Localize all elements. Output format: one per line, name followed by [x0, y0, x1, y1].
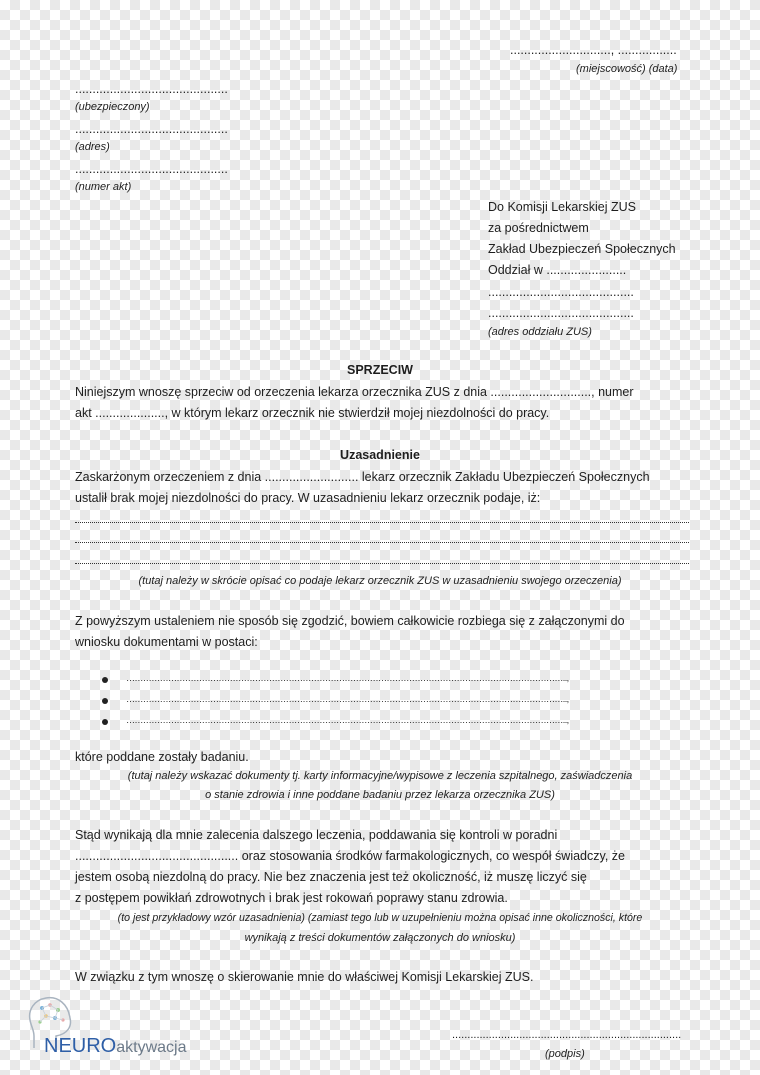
file-number-dots: ............................................	[75, 162, 228, 176]
para-3-line-3: jestem osobą niezdolną do pracy. Nie bez znaczenia jest też okoliczność, iż muszę liczyć się	[75, 870, 587, 884]
justification-title: Uzasadnienie	[340, 448, 420, 462]
recipient-line-4: Oddział w .......................	[488, 263, 627, 277]
insured-dots: ............................................	[75, 82, 228, 96]
bullet-item: …………………………………………………………………………………………………………………………………………..,	[126, 694, 569, 704]
fill-line	[75, 542, 689, 543]
para-2-line-1: Z powyższym ustaleniem nie sposób się zgodzić, bowiem całkowicie rozbiega się z załączonymi do	[75, 614, 625, 628]
fill-line	[75, 563, 689, 564]
logo-wordmark-light: aktywacja	[116, 1039, 187, 1056]
recipient-address-label: (adres oddziału ZUS)	[488, 326, 592, 338]
place-date-label: (miejscowość) (data)	[576, 63, 678, 75]
insured-label: (ubezpieczony)	[75, 101, 150, 113]
para-3-line-4: z postępem powikłań zdrowotnych i brak jest rokowań poprawy stanu zdrowia.	[75, 891, 508, 905]
bullet-item: …………………………………………………………………………………………………………………………………………..,	[126, 673, 569, 683]
neuroaktywacja-logo	[20, 990, 240, 1065]
file-number-label: (numer akt)	[75, 181, 132, 193]
logo-wordmark-bold: NEURO	[44, 1035, 117, 1057]
objection-line-1: Niniejszym wnoszę sprzeciw od orzeczenia lekarza orzecznika ZUS z dnia ............................., numer	[75, 385, 634, 399]
signature-label: (podpis)	[545, 1048, 585, 1060]
recipient-line-1: Do Komisji Lekarskiej ZUS	[488, 200, 636, 214]
objection-line-2: akt ...................., w którym lekarz orzecznik nie stwierdził mojej niezdolności do pracy.	[75, 406, 550, 420]
note-2-line-2: o stanie zdrowia i inne poddane badaniu przez lekarza orzecznika ZUS)	[205, 789, 555, 801]
note-2-line-1: (tutaj należy wskazać dokumenty tj. karty informacyjne/wypisowe z leczenia szpitalnego, zaświadczenia	[127, 770, 633, 782]
note-3-line-2: wynikają z treści dokumentów załączonych do wniosku)	[244, 932, 516, 944]
recipient-line-5: ..........................................	[488, 285, 634, 299]
bullet-item: …………………………………………………………………………………………………………………………………………..,	[126, 715, 569, 725]
objection-title: SPRZECIW	[347, 363, 413, 377]
para-3-line-2: ............................................... oraz stosowania środków farmakologicznych, co wespół świadczy, że	[75, 849, 625, 863]
note-1: (tutaj należy w skrócie opisać co podaje lekarz orzecznik ZUS w uzasadnieniu swojego orzeczenia)	[138, 575, 622, 587]
address-dots: ............................................	[75, 122, 228, 136]
recipient-line-2: za pośrednictwem	[488, 221, 589, 235]
note-3-line-1: (to jest przykładowy wzór uzasadnienia) (zamiast tego lub w uzupełnieniu można opisać inne okoliczności, które	[117, 912, 643, 924]
fill-line	[75, 522, 689, 523]
signature-dots: ...........................................................................	[452, 1029, 682, 1041]
logo-wordmark	[44, 1035, 186, 1059]
recipient-line-3: Zakład Ubezpieczeń Społecznych	[488, 242, 676, 256]
justification-line-1: Zaskarżonym orzeczeniem z dnia ........................... lekarz orzecznik Zakładu Ubezpieczeń Społecznych	[75, 470, 650, 484]
recipient-line-6: ..........................................	[488, 306, 634, 320]
request-line: W związku z tym wnoszę o skierowanie mnie do właściwej Komisji Lekarskiej ZUS.	[75, 970, 534, 984]
para-3-line-1: Stąd wynikają dla mnie zalecenia dalszego leczenia, poddawania się kontroli w poradni	[75, 828, 558, 842]
para-2-line-2: wniosku dokumentami w postaci:	[75, 635, 258, 649]
justification-line-2: ustalił brak mojej niezdolności do pracy. W uzasadnieniu lekarz orzecznik podaje, iż:	[75, 491, 541, 505]
after-bullets: które poddane zostały badaniu.	[75, 750, 249, 764]
address-label: (adres)	[75, 141, 110, 153]
bullet-dot	[102, 698, 108, 704]
bullet-dot	[102, 677, 108, 683]
place-date-dots: ............................., .................	[510, 43, 677, 57]
bullet-dot	[102, 719, 108, 725]
